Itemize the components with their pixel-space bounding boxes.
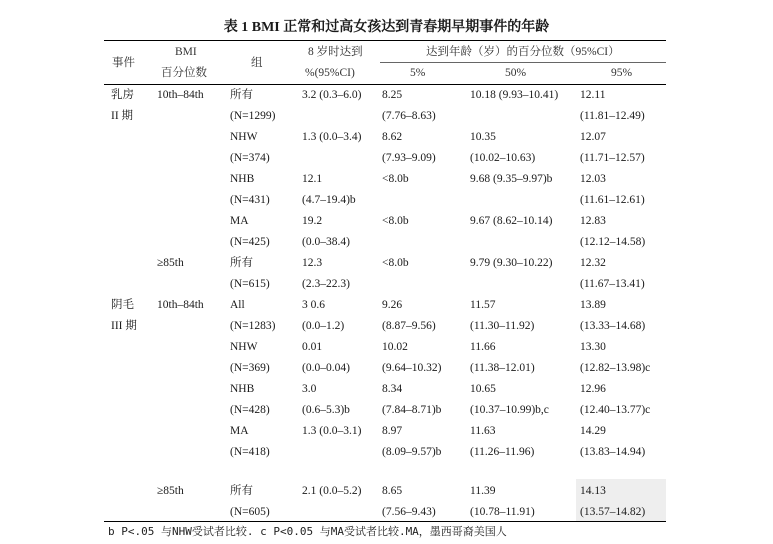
p95-cell: (12.82–13.98)c (580, 362, 651, 374)
p95-cell: (11.61–12.61) (580, 194, 645, 206)
p95-cell: (13.83–14.94) (580, 446, 646, 458)
group-cell: MA (230, 425, 249, 437)
bmi-cell: 10th–84th (157, 89, 204, 101)
group-cell: NHW (230, 131, 258, 143)
age8-cell: (0.0–0.04) (302, 362, 350, 374)
header-event: 事件 (112, 57, 135, 69)
p50-cell: (10.37–10.99)b,c (470, 404, 549, 416)
age8-cell: 12.3 (302, 257, 323, 269)
p95-cell: (11.71–12.57) (580, 152, 645, 164)
p95-cell: (12.12–14.58) (580, 236, 646, 248)
p50-cell: (10.02–10.63) (470, 152, 536, 164)
bmi-cell: 10th–84th (157, 299, 204, 311)
p5-cell: 8.25 (382, 89, 403, 101)
group-cell: NHB (230, 173, 255, 185)
p95-cell: 12.03 (580, 173, 606, 185)
header-p95: 95% (611, 67, 633, 79)
age8-cell: (4.7–19.4)b (302, 194, 356, 206)
p50-cell: 9.79 (9.30–10.22) (470, 257, 553, 269)
group-cell: (N=431) (230, 194, 270, 206)
group-cell: (N=1299) (230, 110, 276, 122)
p5-cell: (8.87–9.56) (382, 320, 436, 332)
p5-cell: <8.0b (382, 257, 409, 269)
p95-cell: 13.89 (580, 299, 606, 311)
top-rule (104, 40, 666, 41)
header-span-rule (380, 62, 666, 63)
table-title: 表 1 BMI 正常和过高女孩达到青春期早期事件的年龄 (223, 20, 550, 35)
group-cell: (N=428) (230, 404, 270, 416)
p50-cell: 9.67 (8.62–10.14) (470, 215, 553, 227)
header-bmi-line1: BMI (175, 46, 197, 58)
p95-cell: (13.33–14.68) (580, 320, 646, 332)
p50-cell: 11.39 (470, 485, 496, 497)
age8-cell: (0.0–1.2) (302, 320, 345, 332)
p95-cell: 14.13 (580, 485, 606, 497)
event-cell: II 期 (111, 110, 134, 122)
age8-cell: 2.1 (0.0–5.2) (302, 485, 362, 497)
age8-cell: (2.3–22.3) (302, 278, 350, 290)
p5-cell: 8.65 (382, 485, 403, 497)
age8-cell: 3.2 (0.3–6.0) (302, 89, 362, 101)
group-cell: 所有 (230, 257, 253, 269)
p95-cell: (11.67–13.41) (580, 278, 645, 290)
p5-cell: (9.64–10.32) (382, 362, 442, 374)
p95-cell: (12.40–13.77)c (580, 404, 651, 416)
group-cell: (N=369) (230, 362, 270, 374)
p50-cell: 11.63 (470, 425, 496, 437)
p5-cell: 8.34 (382, 383, 403, 395)
p50-cell: 11.66 (470, 341, 496, 353)
bmi-cell: ≥85th (157, 485, 184, 497)
p5-cell: (7.76–8.63) (382, 110, 436, 122)
footnote: b P<.05 与NHW受试者比较. c P<0.05 与MA受试者比较.MA，墨西哥裔美国人 (108, 525, 507, 538)
p50-cell: 11.57 (470, 299, 496, 311)
age8-cell: 3 0.6 (302, 299, 325, 311)
group-cell: (N=605) (230, 506, 270, 518)
header-p5: 5% (410, 67, 426, 79)
p95-cell: (13.57–14.82) (580, 506, 646, 518)
group-cell: All (230, 299, 245, 311)
p95-cell: 13.30 (580, 341, 606, 353)
age8-cell: 12.1 (302, 173, 323, 185)
group-cell: NHW (230, 341, 258, 353)
p5-cell: (8.09–9.57)b (382, 446, 442, 458)
age8-cell: (0.6–5.3)b (302, 404, 350, 416)
event-cell: 阴毛 (111, 299, 134, 311)
header-p50: 50% (505, 67, 527, 79)
p95-cell: (11.81–12.49) (580, 110, 645, 122)
p95-cell: 12.96 (580, 383, 606, 395)
header-age8-line1: 8 岁时达到 (308, 46, 363, 58)
group-cell: (N=1283) (230, 320, 276, 332)
p50-cell: (10.78–11.91) (470, 506, 535, 518)
header-group: 组 (251, 57, 263, 69)
header-rule (104, 84, 666, 85)
age8-cell: 1.3 (0.0–3.4) (302, 131, 362, 143)
p5-cell: <8.0b (382, 173, 409, 185)
event-cell: 乳房 (111, 89, 134, 101)
p50-cell: (11.30–11.92) (470, 320, 535, 332)
p5-cell: (7.84–8.71)b (382, 404, 442, 416)
p5-cell: (7.56–9.43) (382, 506, 436, 518)
p95-cell: 12.32 (580, 257, 606, 269)
bmi-cell: ≥85th (157, 257, 184, 269)
group-cell: 所有 (230, 89, 253, 101)
group-cell: 所有 (230, 485, 253, 497)
p50-cell: (11.38–12.01) (470, 362, 535, 374)
group-cell: (N=425) (230, 236, 270, 248)
header-age8-line2: %(95%CI) (305, 67, 355, 79)
p50-cell: 9.68 (9.35–9.97)b (470, 173, 553, 185)
p5-cell: 10.02 (382, 341, 408, 353)
age8-cell: 0.01 (302, 341, 323, 353)
p5-cell: <8.0b (382, 215, 409, 227)
age8-cell: 1.3 (0.0–3.1) (302, 425, 362, 437)
p95-cell: 12.07 (580, 131, 606, 143)
age8-cell: 19.2 (302, 215, 323, 227)
p95-cell: 12.11 (580, 89, 606, 101)
group-cell: MA (230, 215, 249, 227)
header-bmi-line2: 百分位数 (161, 67, 207, 79)
age8-cell: (0.0–38.4) (302, 236, 350, 248)
p50-cell: 10.65 (470, 383, 496, 395)
group-cell: (N=615) (230, 278, 270, 290)
group-cell: (N=418) (230, 446, 270, 458)
p95-cell: 14.29 (580, 425, 606, 437)
p95-cell: 12.83 (580, 215, 606, 227)
p5-cell: 8.62 (382, 131, 403, 143)
group-cell: NHB (230, 383, 255, 395)
p50-cell: 10.18 (9.93–10.41) (470, 89, 559, 101)
p50-cell: 10.35 (470, 131, 496, 143)
group-cell: (N=374) (230, 152, 270, 164)
p50-cell: (11.26–11.96) (470, 446, 535, 458)
p5-cell: (7.93–9.09) (382, 152, 436, 164)
bottom-rule (104, 521, 666, 522)
header-percentile-span: 达到年龄（岁）的百分位数（95%CI） (426, 46, 620, 58)
age8-cell: 3.0 (302, 383, 317, 395)
p5-cell: 9.26 (382, 299, 403, 311)
event-cell: III 期 (111, 320, 137, 332)
p5-cell: 8.97 (382, 425, 403, 437)
